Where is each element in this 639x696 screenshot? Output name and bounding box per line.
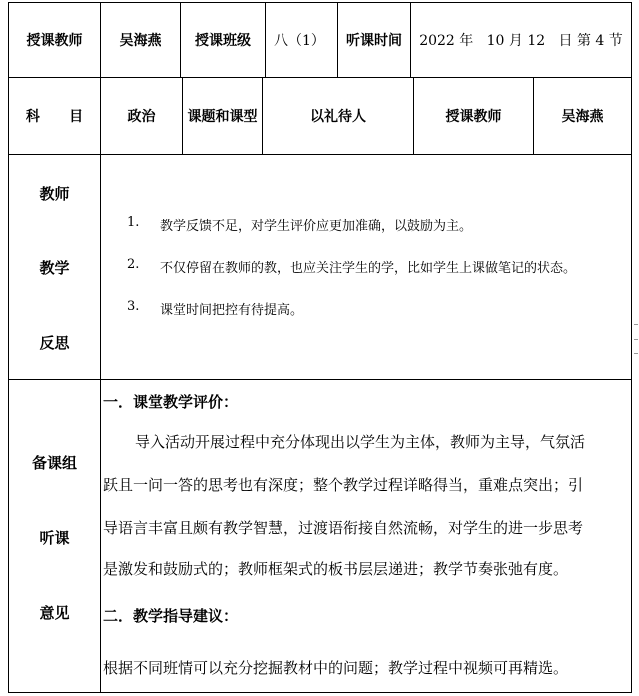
reflection-label-line-1: 教师 [39,185,70,203]
teacher-name: 吴海燕 [119,33,162,49]
opinion-label-line-2: 听课 [39,529,70,547]
reflection-label-line-3: 反思 [39,334,70,352]
guidance-heading: 二．教学指导建议： [103,607,239,625]
reflection-item-1-text: 教学反馈不足，对学生评价应更加准确，以鼓励为主。 [160,219,473,234]
table-border-bottom [8,692,632,693]
edge-tick-2 [634,339,638,340]
class-value: 八（1） [274,33,325,49]
teacher-label: 授课教师 [26,33,83,49]
guidance-line: 根据不同班情可以充分挖掘教材中的问题；教学过程中视频可再精选。 [103,659,569,677]
class-label: 授课班级 [195,33,251,49]
time-value: 2022 年 10 月 12 日 第 4 节 [419,33,623,49]
row3-divider [8,379,632,380]
reflection-item-3-text: 课堂时间把控有待提高。 [160,303,304,318]
teacher-label-2: 授课教师 [445,109,502,125]
evaluation-heading: 一．课堂教学评价： [103,393,239,411]
edge-tick-3 [634,353,638,354]
row2-divider [8,154,632,155]
teacher-name-2: 吴海燕 [561,109,604,125]
subject-label: 科 目 [25,109,84,125]
time-label: 听课时间 [346,33,402,49]
edge-tick-1 [634,324,638,325]
opinion-label-line-1: 备课组 [31,454,77,472]
topic-value: 以礼待人 [310,109,366,125]
opinion-label-line-3: 意见 [39,604,70,622]
topic-label: 课题和课型 [187,109,258,125]
reflection-item-2-number: 2. [127,257,140,272]
evaluation-line-4: 是激发和鼓励式的；教师框架式的板书层层递进；教学节奏张弛有度。 [103,560,569,578]
table-border-right [631,2,632,693]
reflection-label-line-2: 教学 [39,259,70,277]
reflection-item-1-number: 1. [127,215,140,230]
evaluation-line-3: 导语言丰富且颇有教学智慧，过渡语衔接自然流畅，对学生的进一步思考 [103,519,584,537]
evaluation-line-2: 跃且一问一答的思考也有深度；整个教学过程详略得当，重难点突出；引 [103,476,584,494]
reflection-item-2-text: 不仅停留在教师的教，也应关注学生的学，比如学生上课做笔记的状态。 [160,261,577,276]
reflection-item-3-number: 3. [127,299,140,314]
subject-value: 政治 [127,109,156,125]
evaluation-line-1: 导入活动开展过程中充分体现出以学生为主体，教师为主导，气氛活 [135,433,586,451]
